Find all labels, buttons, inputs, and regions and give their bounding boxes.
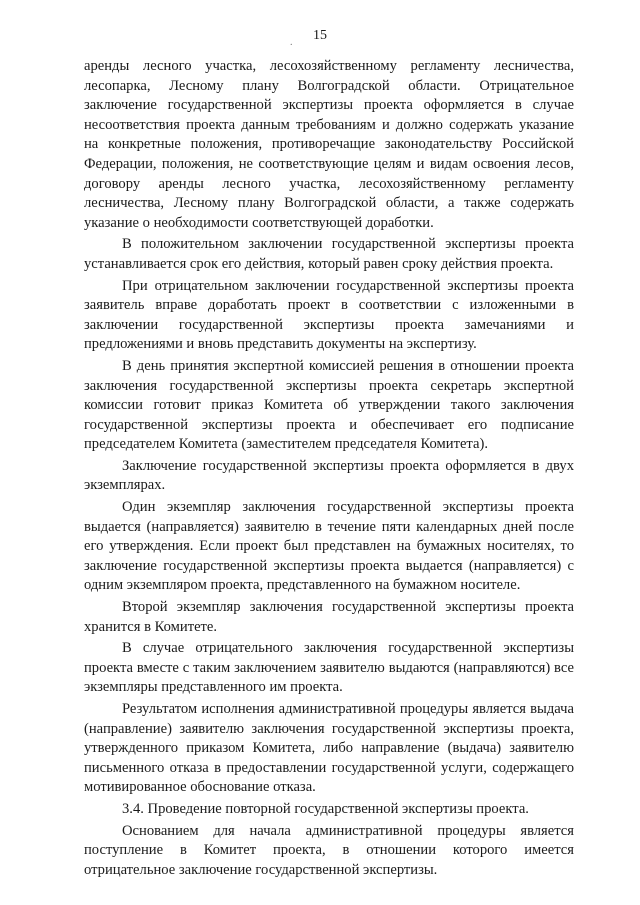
paragraph: В день принятия экспертной комиссией решения в отношении проекта заключения государственной экспертизы проекта секретарь экспертной комиссии готовит приказ Комитета об утверждении такого заключения государственной экспертизы проекта и обеспечивает его подписание председателем Комитета (заместителем председателя Комитета). (84, 357, 574, 453)
paragraph: Заключение государственной экспертизы проекта оформляется в двух экземплярах. (84, 457, 574, 494)
paragraph: Второй экземпляр заключения государственной экспертизы проекта хранится в Комитете. (84, 599, 574, 635)
paragraph: При отрицательном заключении государственной экспертизы проекта заявитель вправе доработать проект в соответствии с изложенными в заключении государственной экспертизы проекта замечаниями и предложениями и вновь представить документы на экспертизу. (84, 277, 574, 353)
paragraph: Один экземпляр заключения государственной экспертизы проекта выдается (направляется) заявителю в течение пяти календарных дней после его утверждения. Если проект был представлен на бумажных носителях, то заключение государственной экспертизы проекта выдается (направляется) с одним экземпляром проекта, представленного на бумажном носителе. (84, 499, 574, 594)
paragraph: В случае отрицательного заключения государственной экспертизы проекта вместе с таким заключением заявителю выдаются (направляются) все экземпляры представленного им проекта. (84, 640, 574, 696)
paragraph: В положительном заключении государственной экспертизы проекта устанавливается срок его действия, который равен сроку действия проекта. (84, 236, 574, 272)
scan-mark: . (290, 37, 293, 48)
document-body (84, 57, 574, 882)
paragraph: Результатом исполнения административной процедуры является выдача (направление) заявителю заключения государственной экспертизы проекта, утвержденного приказом Комитета, либо направление (выдача) заявителю письменного отказа в предоставлении государственной услуги, содержащего мотивированное обоснование отказа. (84, 701, 574, 796)
section-heading: 3.4. Проведение повторной государственной экспертизы проекта. (122, 800, 529, 817)
paragraph: Основанием для начала административной процедуры является поступление в Комитет проекта, в отношении которого имеется отрицательное заключение государственной экспертизы. (84, 822, 574, 878)
page-number: 15 (313, 28, 327, 43)
paragraph-continuation: аренды лесного участка, лесохозяйственному регламенту лесничества, лесопарка, Лесному плану Волгоградской области. Отрицательное заключение государственной экспертизы проекта оформляется в случае несоответствия проекта данным требованиям и должно содержать указание на конкретные положения, противоречащие законодательству Российской Федерации, положения, не соответствующие целям и видам освоения лесов, договору аренды лесного участка, лесохозяйственному регламенту лесничества, Лесному плану Волгоградской области, а также содержать указание о необходимости соответствующей доработки. (84, 58, 574, 231)
